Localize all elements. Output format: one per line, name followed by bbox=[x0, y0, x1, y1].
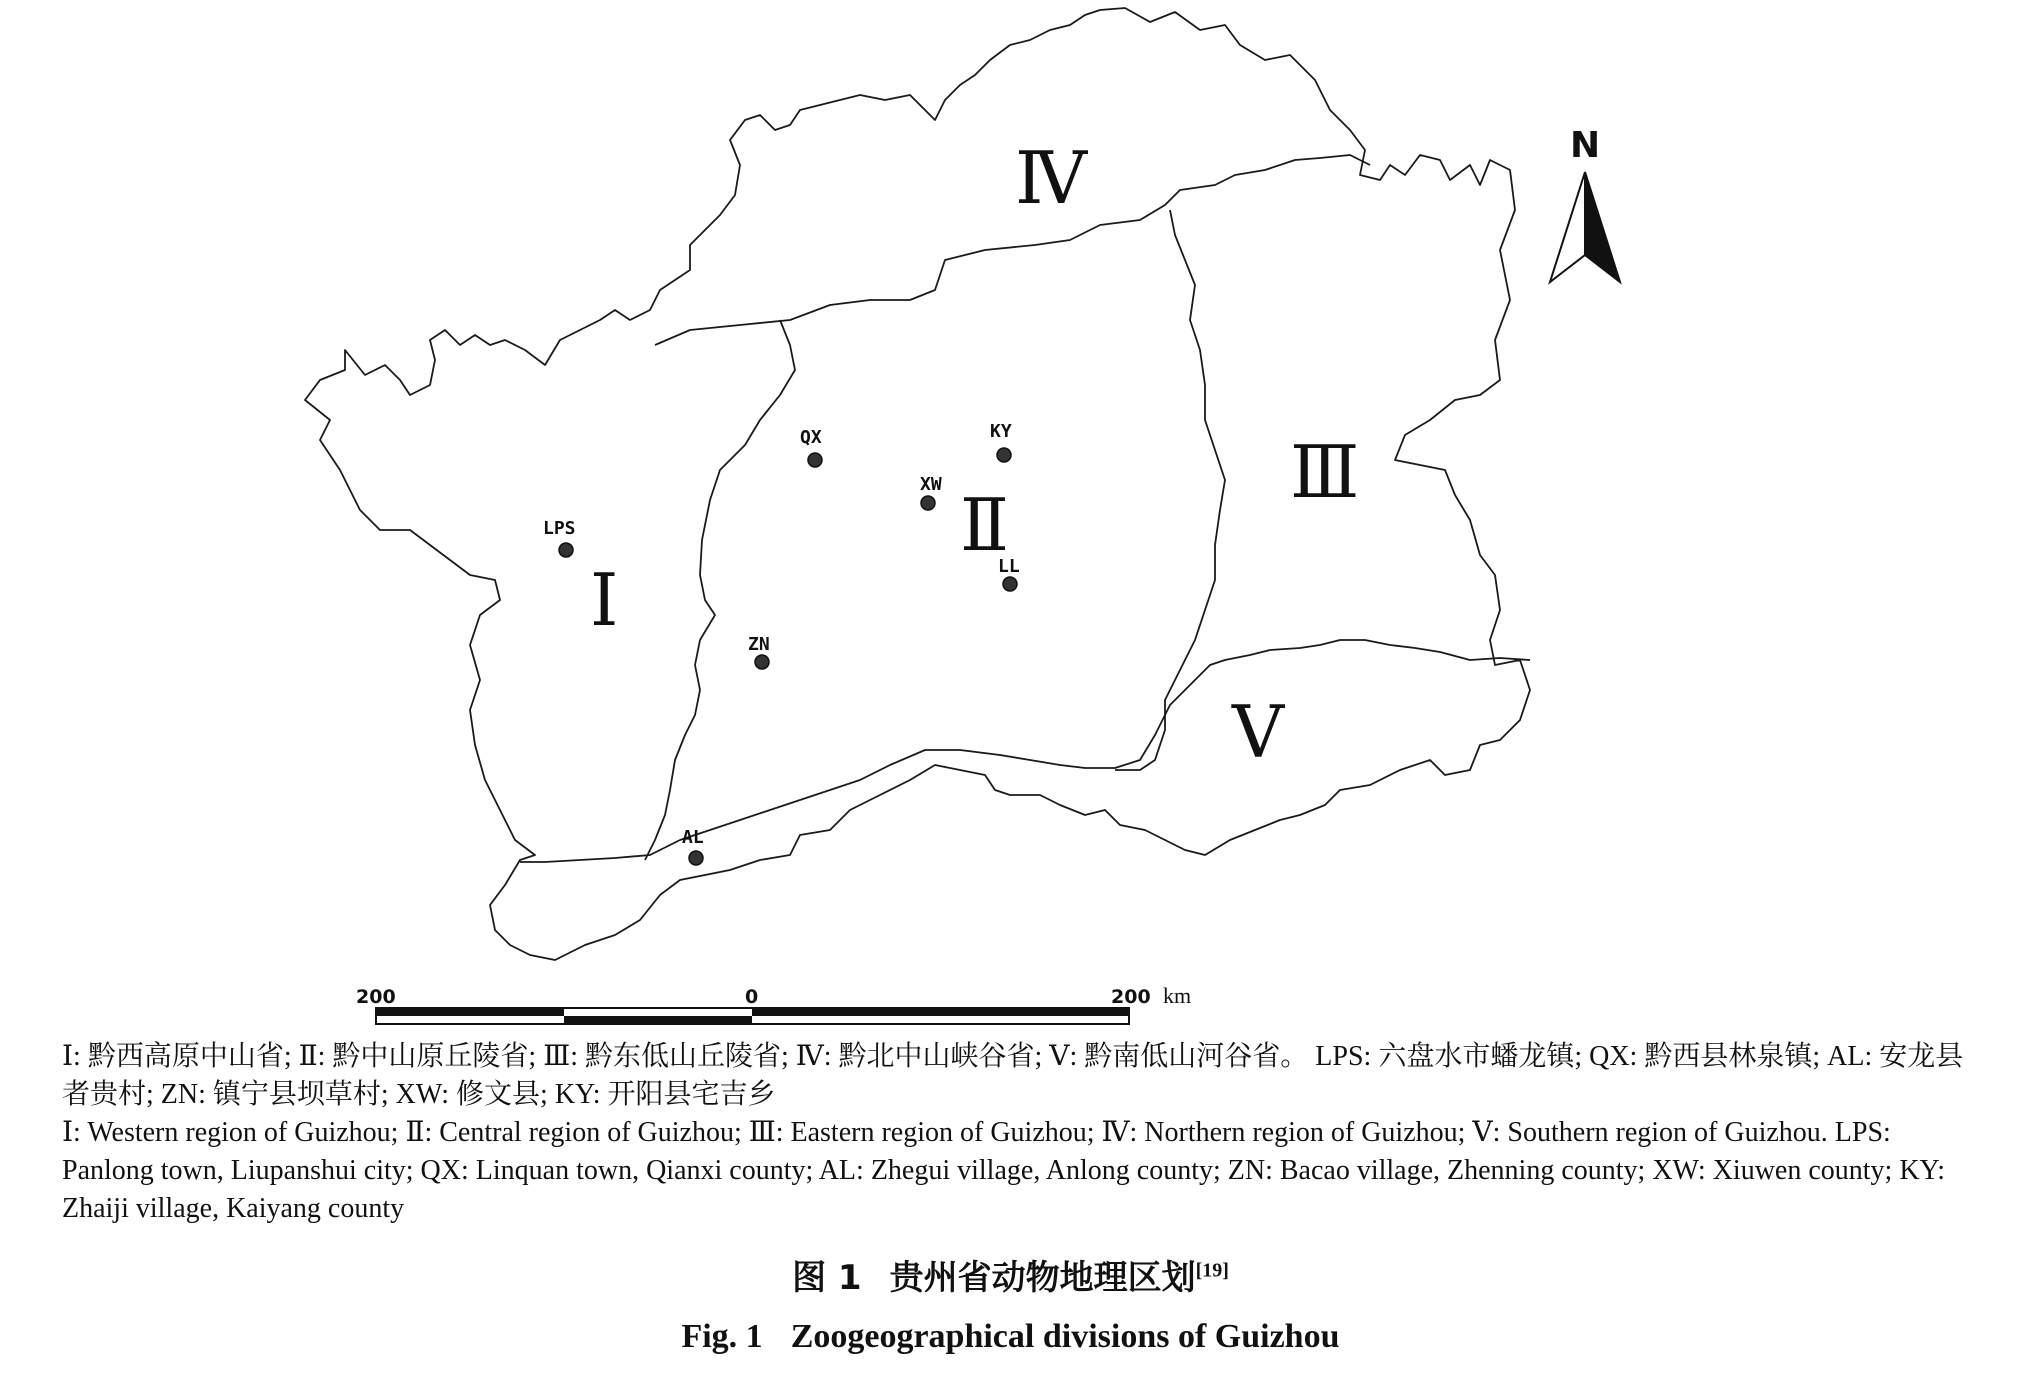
boundary-south bbox=[520, 640, 1530, 862]
site-label-zn: ZN bbox=[748, 634, 770, 655]
figure-title-zh bbox=[0, 1250, 2021, 1299]
north-label: N bbox=[1570, 125, 1601, 166]
site-marker-lps bbox=[559, 543, 573, 557]
region-label-I: Ⅰ bbox=[590, 561, 619, 641]
north-arrow-icon bbox=[1550, 125, 1620, 282]
figure-title-en bbox=[0, 1318, 2021, 1356]
site-marker-ky bbox=[997, 448, 1011, 462]
site-marker-zn bbox=[755, 655, 769, 669]
scale-right-label: 200 bbox=[1111, 986, 1151, 1008]
boundary-west bbox=[645, 320, 795, 860]
site-marker-qx bbox=[808, 453, 822, 467]
scale-left-label: 200 bbox=[356, 986, 396, 1008]
caption-zh: Ⅰ: 黔西高原中山省; Ⅱ: 黔中山原丘陵省; Ⅲ: 黔东低山丘陵省; Ⅳ: 黔北中山峡谷省; Ⅴ: 黔南低山河谷省。 LPS: 六盘水市蟠龙镇; QX: 黔西县林泉镇; AL: 安龙县者贵村; ZN: 镇宁县坝草村; XW: 修文县; KY: 开阳县宅吉乡 bbox=[62, 1041, 1964, 1110]
region-label-II: Ⅱ bbox=[960, 486, 1009, 566]
figure-text-zh: 贵州省动物地理区划 bbox=[889, 1258, 1196, 1298]
site-label-lps: LPS bbox=[543, 518, 576, 539]
caption-en: Ⅰ: Western region of Guizhou; Ⅱ: Central region of Guizhou; Ⅲ: Eastern region of Guizhou; Ⅳ: Northern region of Guizhou; Ⅴ: Southern region of Guizhou. LPS: Panlong town, Liupanshui city; QX: Linquan town, Qianxi county; AL: Zhegui village, Anlong county; ZN: Bacao village, Zhenning county; XW: Xiuwen county; KY: Zhaiji village, Kaiyang county bbox=[62, 1117, 1945, 1224]
site-marker-al bbox=[689, 851, 703, 865]
figure-number-en: Fig. 1 bbox=[681, 1318, 763, 1355]
site-label-ll: LL bbox=[998, 556, 1020, 577]
region-label-III: Ⅲ bbox=[1290, 433, 1360, 513]
figure-number-zh: 图 1 bbox=[792, 1258, 862, 1298]
scale-bar bbox=[356, 983, 1191, 1024]
site-label-ky: KY bbox=[990, 421, 1012, 442]
site-label-xw: XW bbox=[920, 474, 942, 495]
scale-unit-label: km bbox=[1163, 983, 1192, 1008]
figure-caption bbox=[62, 1038, 1982, 1228]
region-label-V: Ⅴ bbox=[1232, 693, 1284, 773]
boundary-east bbox=[1115, 210, 1225, 770]
site-marker-xw bbox=[921, 496, 935, 510]
region-label-IV: Ⅳ bbox=[1015, 139, 1087, 219]
scale-center-label: 0 bbox=[745, 986, 759, 1008]
figure-text-en: Zoogeographical divisions of Guizhou bbox=[790, 1318, 1340, 1355]
site-label-qx: QX bbox=[800, 427, 822, 448]
site-marker-ll bbox=[1003, 577, 1017, 591]
site-label-al: AL bbox=[682, 827, 704, 848]
boundary-north bbox=[655, 155, 1370, 345]
figure-reference: [19] bbox=[1195, 1259, 1229, 1282]
